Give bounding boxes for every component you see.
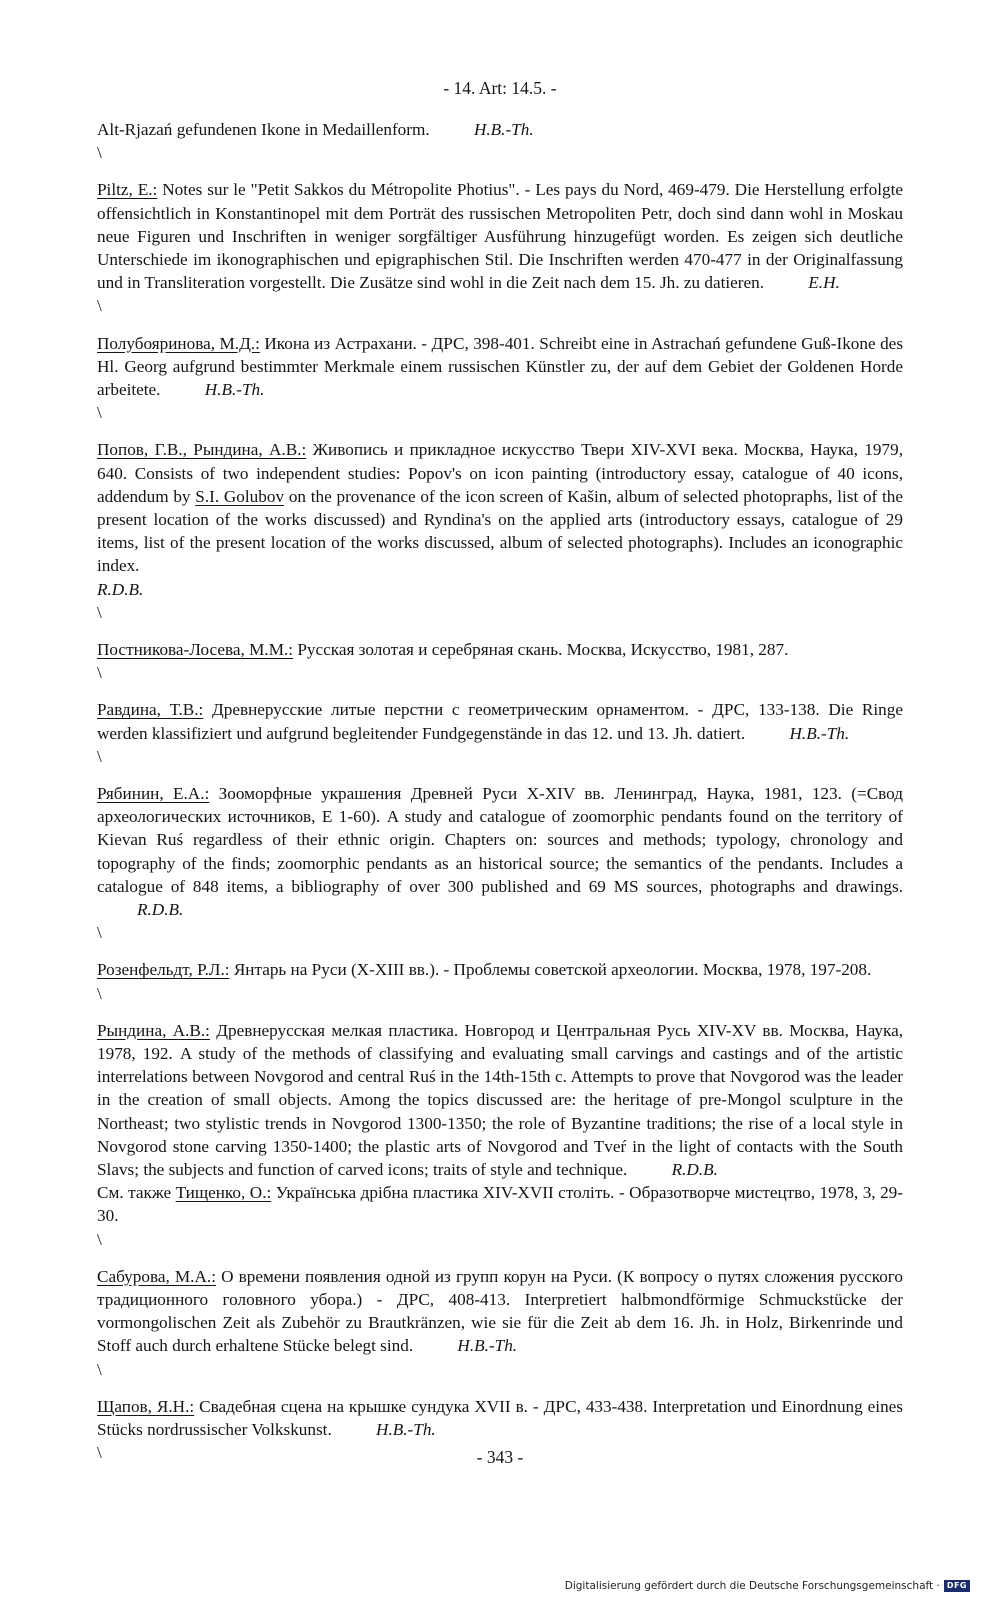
bibliography-entry	[97, 958, 903, 981]
entry-author: Равдина, Т.В.:	[97, 700, 204, 720]
bibliography-entry	[97, 1265, 903, 1358]
entry-author: Сабурова, М.А.:	[97, 1266, 216, 1286]
see-also-prefix: См. также	[97, 1183, 172, 1203]
bibliography-entry	[97, 782, 903, 921]
reviewer-initials: R.D.B.	[97, 579, 144, 599]
entry-separator: \	[97, 1229, 102, 1249]
bibliography-entry	[97, 698, 903, 744]
bibliography-entry	[97, 638, 903, 661]
inline-author: S.I. Golubov	[195, 486, 285, 506]
bibliography-entry	[97, 1019, 903, 1181]
entry-separator: \	[97, 602, 102, 622]
reviewer-initials: R.D.B.	[137, 900, 184, 919]
entry-separator: \	[97, 983, 102, 1003]
reviewer-initials: H.B.-Th.	[457, 1336, 518, 1356]
entry-separator: \	[97, 1443, 102, 1463]
page-header: - 14. Art: 14.5. -	[443, 78, 557, 98]
entry-text: Янтарь на Руси (X-XIII вв.). - Проблемы советской археологии. Москва, 1978, 197-208.	[233, 960, 872, 980]
entry-author: Постникова-Лосева, М.М.:	[97, 640, 294, 659]
bibliography-entry	[97, 178, 903, 294]
entry-author: Щапов, Я.Н.:	[97, 1396, 195, 1416]
entry-separator: \	[97, 923, 102, 943]
entry-text: Свадебная сцена на крышке сундука XVII в. - ДРС, 433-438. Interpretation und Einordnung eines Stücks nordrussischer Volkskunst.	[97, 1396, 903, 1439]
bibliography-entry	[97, 438, 903, 600]
bibliography-entry	[97, 118, 903, 141]
entry-separator: \	[97, 296, 102, 316]
reviewer-initials: R.D.B.	[671, 1160, 718, 1179]
entry-text: Живопись и прикладное искусство Твери XIV-XVI века. Москва, Наука, 1979, 640. Consists of two independent studies: Popov's on icon painting (introductory essay, catalogue of 40 icons, addendum by	[97, 440, 904, 506]
bibliography-entry	[97, 1395, 903, 1441]
digitization-footer	[565, 1580, 970, 1592]
entry-separator: \	[97, 143, 102, 163]
see-also-text: Українська дрібна пластика XIV-XVII століть. - Образотворче мистецтво, 1978, 3, 29-30.	[97, 1183, 903, 1226]
entry-text: О времени появления одной из групп корун на Руси. (К вопросу о путях сложения русского традиционного головного убора.) - ДРС, 408-413. Interpretiert halbmondförmige Schmuckstücke der vormongolischen Zeit als Zubehör zu Brautkränzen, wie sie für die Zeit ab dem 16. Jh. in Holz, Birkenrinde und Stoff auch durch erhaltene Stücke belegt sind.	[97, 1266, 904, 1356]
dfg-logo: DFG	[944, 1580, 970, 1592]
entry-text: Alt-Rjazań gefundenen Ikone in Medaillenform.	[97, 120, 430, 139]
reviewer-initials: H.B.-Th.	[204, 380, 265, 399]
entry-separator: \	[97, 663, 102, 683]
entry-author: Piltz, E.:	[97, 180, 158, 200]
entry-text: Русская золотая и серебряная скань. Москва, Искусство, 1981, 287.	[297, 640, 789, 659]
see-also-entry	[97, 1181, 903, 1227]
entry-text: Зооморфные украшения Древней Руси X-XIV вв. Ленинград, Наука, 1981, 123. (=Свод археологических источников, Е 1-60). A study and catalogue of zoomorphic pendants found on the territory of Kievan Ruś regardless of their ethnic origin. Chapters on: sources and methods; typology, chronology and topography of the finds; zoomorphic pendants as an historical source; the semantics of the pendants. Includes a catalogue of 848 items, a bibliography of over 300 published and 69 MS sources, photographs and drawings.	[97, 783, 903, 896]
entry-text: Notes sur le "Petit Sakkos du Métropolite Photius". - Les pays du Nord, 469-479. Die Herstellung erfolgte offensichtlich in Konstantinopel mit dem Porträt des russischen Metropoliten Petr, doch sind dann wohl in Moskau neue Figuren und Inschriften in weniger sorgfältiger Ausführung hinzugefügt worden. Es zeigen sich deutliche Unterschiede im ikonographischen und epigraphischen Stil. Die Inschriften werden 470-477 in der Originalfassung und in Transliteration vorgestellt. Die Zusätze sind wohl in die Zeit nach dem 15. Jh. zu datieren.	[97, 180, 903, 293]
entry-text-continued: on the provenance of the icon screen of Kašin, album of selected photopraphs, list of the present location of the works discussed) and Ryndina's on the applied arts (introductory essays, catalogue of 29 items, list of the present location of the works discussed, album of selected photographs). Includes an iconographic index.	[97, 486, 904, 576]
reviewer-initials: H.B.-Th.	[789, 723, 850, 743]
entry-author: Рындина, А.В.:	[97, 1020, 210, 1040]
reviewer-initials: E.H.	[808, 273, 840, 293]
entry-text: Древнерусская мелкая пластика. Новгород и Центральная Русь XIV-XV вв. Москва, Наука, 1978, 192. A study of the methods of classifying and evaluating small carvings and castings and of the artistic interrelations between Novgorod and central Ruś in the 14th-15th c. Attempts to prove that Novgorod was the leader in the creation of small objects. Among the topics discussed are: the heritage of pre-Mongol sculpture in the Northeast; two stylistic trends in Novgorod 1300-1350; the role of Byzantine traditions; the rise of a local style in Novgorod stone carving 1350-1400; the plastic arts of Novgorod and Tveŕ in the light of contacts with the South Slavs; the subjects and function of carved icons; traits of style and technique.	[97, 1020, 903, 1179]
entry-text: Древнерусские литые перстни с геометрическим орнаментом. - ДРС, 133-138. Die Ringe werden klassifiziert und aufgrund begleitender Fundgegenstände in das 12. und 13. Jh. datiert.	[97, 700, 903, 743]
footer-text: Digitalisierung gefördert durch die Deutsche Forschungsgemeinschaft ·	[564, 1580, 940, 1592]
entry-author: Попов, Г.В., Рындина, А.В.:	[97, 440, 307, 460]
reviewer-initials: H.B.-Th.	[376, 1420, 436, 1439]
entry-author: Рябинин, Е.А.:	[97, 783, 210, 803]
entry-text: Икона из Астрахани. - ДРС, 398-401. Schreibt eine in Astrachań gefundene Guß-Ikone des Hl. Georg aufgrund bestimmter Merkmale einem russischen Künstler zu, der auf dem Gebiet der Goldenen Horde arbeitete.	[97, 333, 904, 399]
entry-separator: \	[97, 403, 102, 423]
entry-author: Полубояринова, М.Д.:	[97, 333, 260, 353]
bibliography-entry	[97, 332, 903, 402]
entry-separator: \	[97, 1359, 102, 1379]
reviewer-initials: H.B.-Th.	[473, 120, 534, 139]
see-also-author: Тищенко, О.:	[175, 1183, 272, 1203]
entry-separator: \	[97, 746, 102, 766]
page-number: - 343 -	[476, 1447, 524, 1467]
entry-author: Розенфельдт, Р.Л.:	[97, 960, 230, 980]
bibliography-content	[97, 118, 903, 1478]
